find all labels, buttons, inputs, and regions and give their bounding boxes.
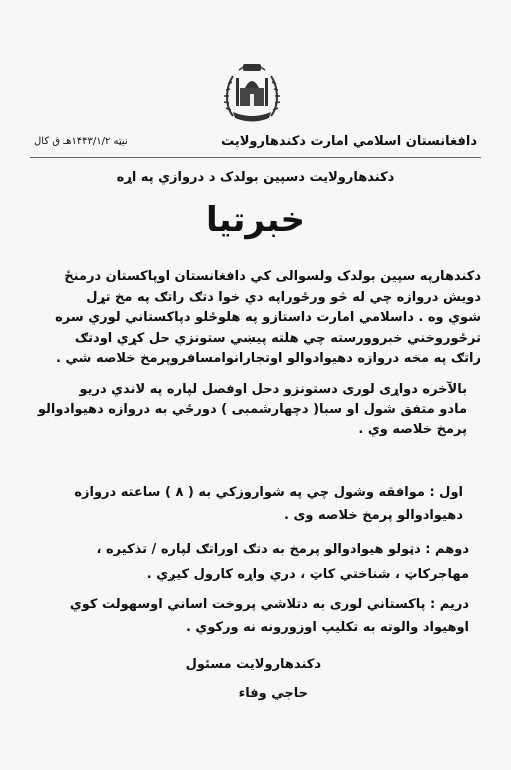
- intro-line: دویش دروازه چي له څو ورځوراپه دي خوا دتګ راتګ په مخ تړل: [86, 289, 481, 305]
- point-3: [39, 598, 469, 644]
- point-2-line: مهاجرکاټ ، شناختي کاټ ، دري واړه کارول کیږي .: [146, 567, 469, 582]
- header-date: نیټه ۱۴۴۳/۱/۲هـ ق کال: [34, 136, 128, 147]
- emirate-emblem-icon: [223, 58, 281, 126]
- point-1-line: اول : موافقه وشول چي په شواروزکي به ( ۸ ) ساعته دروازه: [74, 485, 463, 500]
- arrangement-paragraph: [27, 383, 467, 443]
- signature-office: دکندهارولایت مسئول: [185, 657, 321, 672]
- header-title: دافغانستان اسلامي امارت دکندهارولایت: [221, 134, 477, 149]
- intro-line: راتګ په مخه دروازه دهیوادوالو اوتجارانوامسافروپرمخ خلاصه شي .: [56, 351, 481, 366]
- header-line: [34, 134, 477, 152]
- signature-name: حاجي وفاء: [238, 686, 308, 701]
- arrangement-line: پرمخ خلاصه وي .: [358, 422, 467, 437]
- arrangement-line: مادو متفق شول او سبا( دچهارشمبی ) دورځي به دروازه دهیوادوالو: [37, 402, 467, 417]
- point-1: [33, 486, 463, 532]
- point-3-line: دریم : پاکستاني لوری به دتلاشي پروخت اساني اوسهولت کوي: [69, 597, 469, 612]
- intro-line: شوي وه . داسلامي امارت داستازو په هلوځلو دپاکستاني لوري سره: [55, 310, 481, 325]
- intro-line: ترځوروخني خبروورسته چي هلته پیښي ستونزي حل کړي اودتګ: [74, 330, 481, 346]
- arrangement-line: بالآخره دواړی لوری دستونزو دحل اوفصل لپاره په لاندي دریو: [79, 382, 467, 397]
- point-1-line: دهیوادوالو پرمخ خلاصه وی .: [284, 508, 463, 523]
- intro-paragraph: [21, 270, 481, 373]
- notice-title: خبرتیا: [206, 200, 305, 240]
- point-2-line: دوهم : دټولو هیوادوالو پرمخ به دتګ اوراتګ لپاره / تذکیره ،: [96, 542, 469, 557]
- intro-line: دکندهارپه سپین بولدک ولسوالی کي دافغانستان اوپاکستان درمنځ: [64, 269, 481, 284]
- issuer-line: دکندهارولایت دسپین بولدک د دروازي په اړه: [116, 170, 395, 185]
- point-2: [39, 543, 469, 593]
- header-divider: [30, 157, 481, 158]
- point-3-line: اوهیواد والوته به تکلیپ اوزورونه نه ورکوي .: [185, 620, 469, 635]
